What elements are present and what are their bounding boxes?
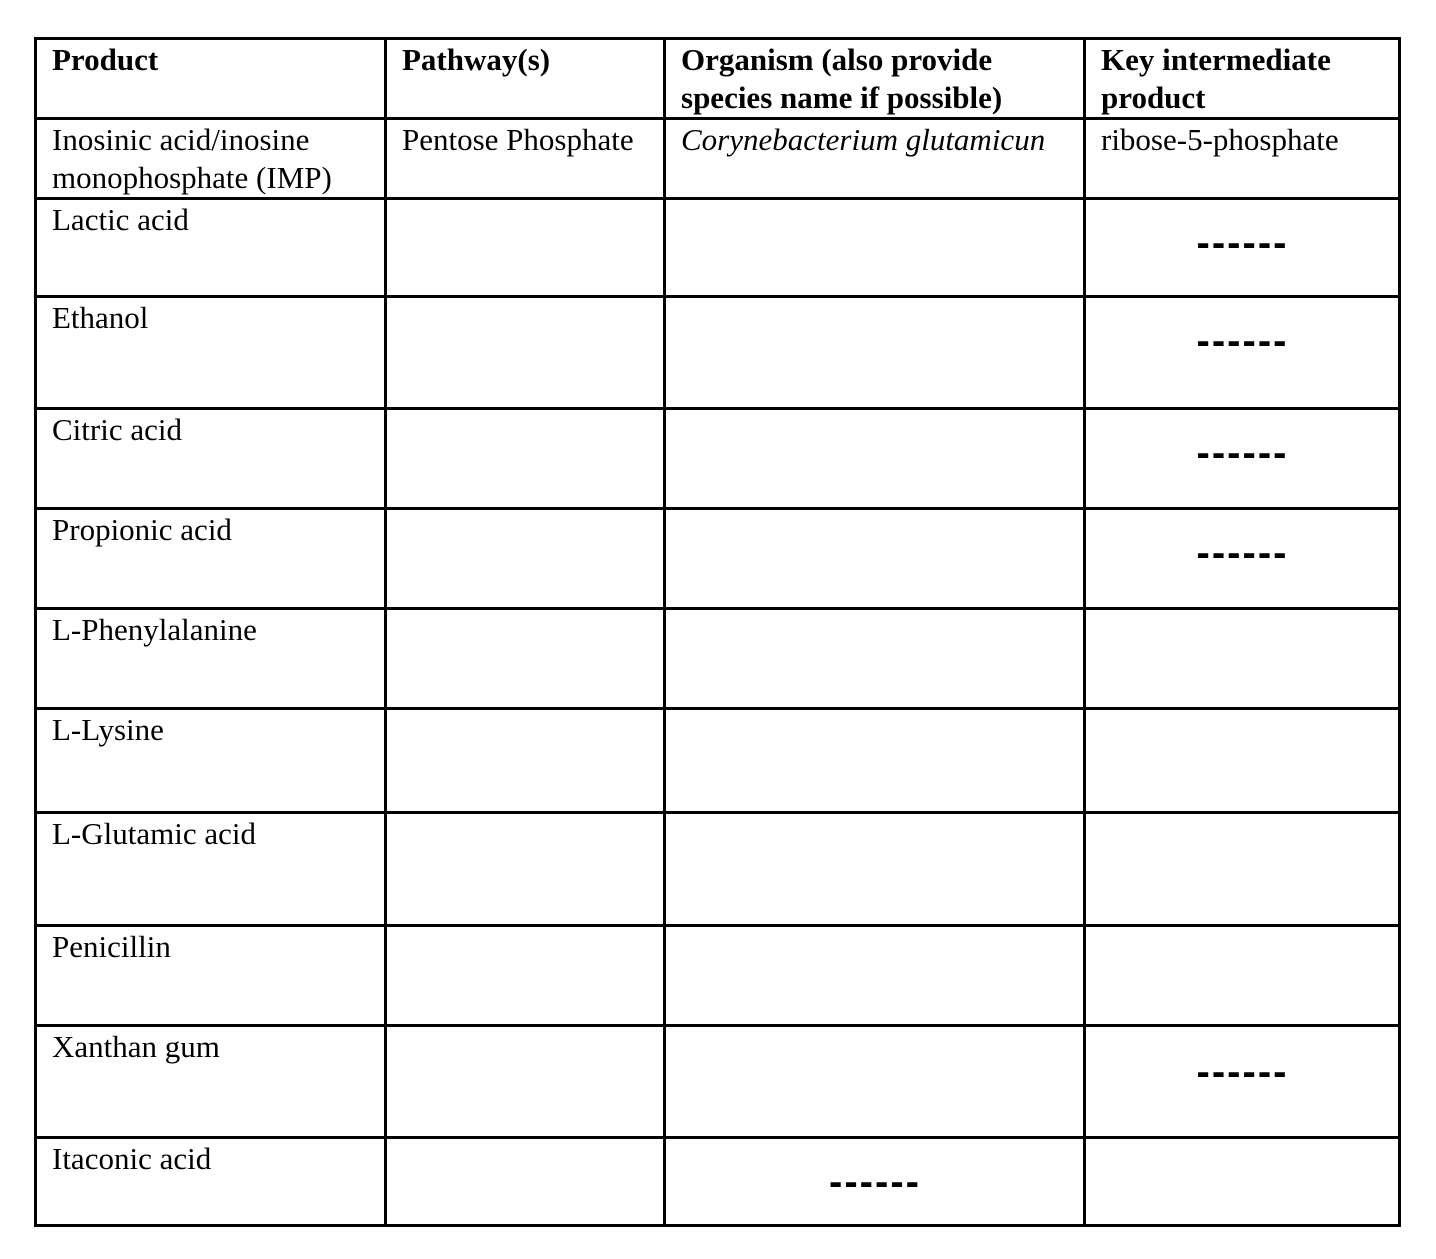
- table-row: [36, 1026, 1400, 1138]
- dash-placeholder: ------: [829, 1160, 921, 1204]
- table-row: [36, 409, 1400, 509]
- organism-cell: [665, 609, 1085, 709]
- pathway-cell: [386, 709, 665, 813]
- intermediate-cell: [1085, 609, 1400, 709]
- product-cell: Ethanol: [36, 297, 386, 409]
- dash-placeholder: ------: [1196, 431, 1289, 475]
- intermediate-cell: [1085, 409, 1400, 509]
- table-row: [36, 199, 1400, 297]
- pathway-cell: [386, 199, 665, 297]
- header-product: Product: [36, 39, 386, 119]
- header-organism: Organism (also provide species name if possible): [665, 39, 1085, 119]
- organism-cell: [665, 199, 1085, 297]
- dash-placeholder: ------: [1196, 531, 1289, 575]
- organism-cell: [665, 1138, 1085, 1226]
- organism-cell: [665, 813, 1085, 926]
- pathway-cell: [386, 1138, 665, 1226]
- table-row: [36, 509, 1400, 609]
- pathway-cell: [386, 1026, 665, 1138]
- product-cell: L-Lysine: [36, 709, 386, 813]
- product-cell: Penicillin: [36, 926, 386, 1026]
- pathway-cell: [386, 509, 665, 609]
- pathway-cell: [386, 409, 665, 509]
- pathway-cell: [386, 926, 665, 1026]
- table-row: [36, 119, 1400, 199]
- organism-cell: [665, 709, 1085, 813]
- organism-cell: Corynebacterium glutamicun: [665, 119, 1085, 199]
- header-intermediate: Key intermediate product: [1085, 39, 1400, 119]
- table-row: [36, 609, 1400, 709]
- intermediate-cell: [1085, 297, 1400, 409]
- table-row: [36, 813, 1400, 926]
- pathway-cell: Pentose Phosphate: [386, 119, 665, 199]
- intermediate-cell: [1085, 1026, 1400, 1138]
- intermediate-cell: [1085, 1138, 1400, 1226]
- pathway-cell: [386, 813, 665, 926]
- organism-cell: [665, 926, 1085, 1026]
- intermediate-cell: [1085, 709, 1400, 813]
- header-pathway: Pathway(s): [386, 39, 665, 119]
- product-cell: Citric acid: [36, 409, 386, 509]
- table-row: [36, 926, 1400, 1026]
- organism-cell: [665, 509, 1085, 609]
- dash-placeholder: ------: [1196, 221, 1289, 265]
- product-pathway-table: [34, 37, 1401, 1227]
- table-row: [36, 1138, 1400, 1226]
- product-cell: Itaconic acid: [36, 1138, 386, 1226]
- product-cell: L-Glutamic acid: [36, 813, 386, 926]
- pathway-cell: [386, 609, 665, 709]
- dash-placeholder: ------: [1196, 319, 1289, 363]
- header-row: [36, 39, 1400, 119]
- pathway-cell: [386, 297, 665, 409]
- intermediate-cell: [1085, 813, 1400, 926]
- organism-cell: [665, 297, 1085, 409]
- organism-cell: [665, 1026, 1085, 1138]
- product-cell: Inosinic acid/inosine monophosphate (IMP): [36, 119, 386, 199]
- product-cell: Lactic acid: [36, 199, 386, 297]
- product-cell: L-Phenylalanine: [36, 609, 386, 709]
- table-row: [36, 297, 1400, 409]
- table-row: [36, 709, 1400, 813]
- product-cell: Xanthan gum: [36, 1026, 386, 1138]
- intermediate-cell: ribose-5-phosphate: [1085, 119, 1400, 199]
- product-cell: Propionic acid: [36, 509, 386, 609]
- intermediate-cell: [1085, 509, 1400, 609]
- intermediate-cell: [1085, 199, 1400, 297]
- organism-cell: [665, 409, 1085, 509]
- dash-placeholder: ------: [1196, 1050, 1289, 1094]
- intermediate-cell: [1085, 926, 1400, 1026]
